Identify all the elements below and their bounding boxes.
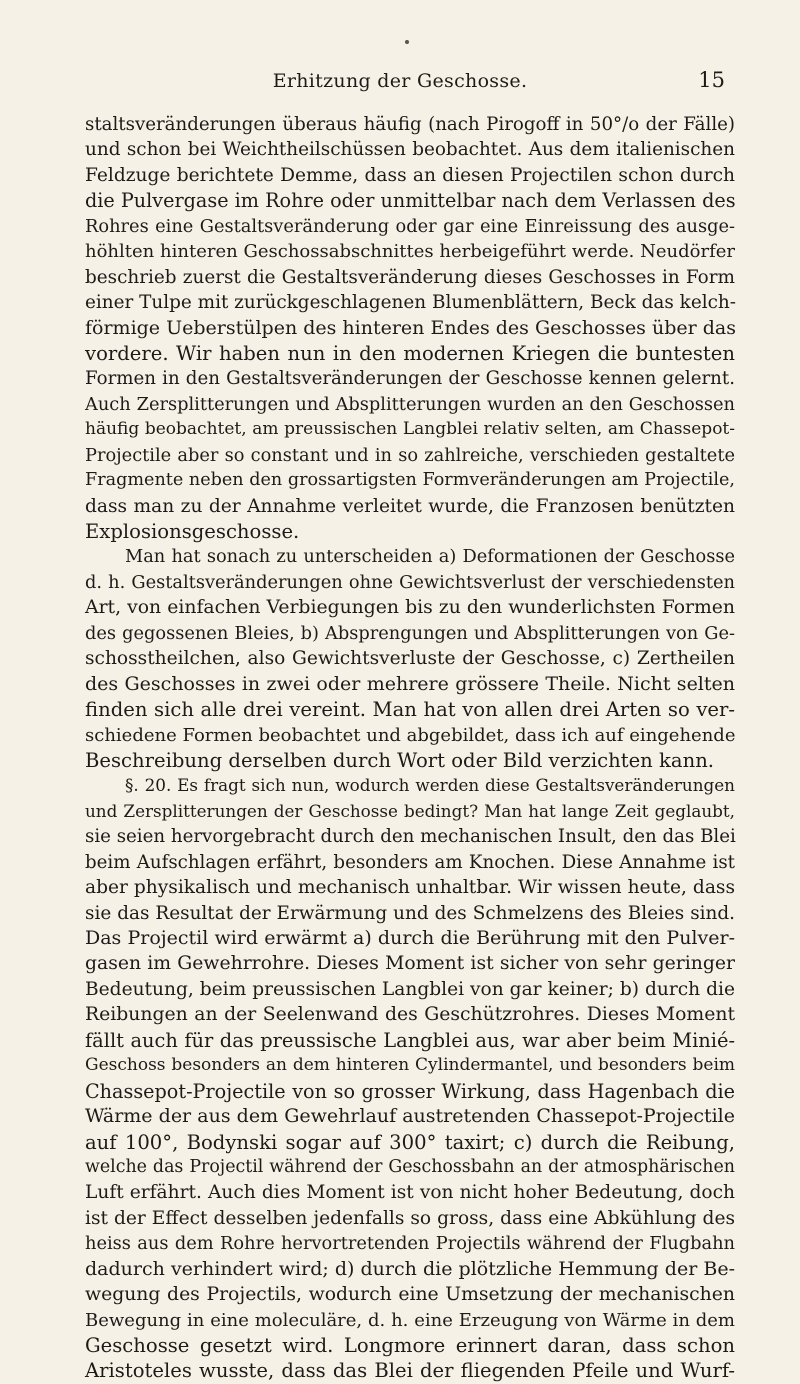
- text-line: heiss aus dem Rohre hervortretenden Projectils während der Flugbahn: [85, 1233, 735, 1255]
- text-line: Geschoss besonders an dem hinteren Cylindermantel, und besonders beim: [85, 1055, 735, 1076]
- running-title: Erhitzung der Geschosse.: [272, 70, 528, 92]
- text-line: vordere. Wir haben nun in den modernen Kriegen die buntesten: [85, 341, 735, 365]
- text-line: die Pulvergase im Rohre oder unmittelbar nach dem Verlassen des: [85, 189, 736, 213]
- text-line: schiedene Formen beobachtet und abgebildet, dass ich auf eingehende: [85, 724, 736, 746]
- paragraph-start-line: Man hat sonach zu unterscheiden a) Deformationen der Geschosse: [125, 546, 735, 568]
- text-line: häufig beobachtet, am preussischen Langblei relativ selten, am Chassepot-: [85, 419, 735, 440]
- text-line: Auch Zersplitterungen und Absplitterungen wurden an den Geschossen: [85, 393, 735, 415]
- page-number: 15: [698, 68, 725, 92]
- section-20-start-line: §. 20. Es fragt sich nun, wodurch werden diese Gestaltsveränderungen: [125, 775, 735, 796]
- text-line: Geschosse gesetzt wird. Longmore erinnert daran, dass schon: [85, 1334, 735, 1357]
- text-line: des Geschosses in zwei oder mehrere grössere Theile. Nicht selten: [85, 672, 735, 695]
- text-line: Das Projectil wird erwärmt a) durch die Berührung mit den Pulver-: [85, 927, 735, 949]
- text-line: Formen in den Gestaltsveränderungen der Geschosse kennen gelernt.: [85, 368, 735, 390]
- text-line: schosstheilchen, also Gewichtsverluste der Geschosse, c) Zertheilen: [85, 648, 735, 670]
- page-header: [0, 70, 800, 100]
- text-line: Projectile aber so constant und in so zahlreiche, verschieden gestaltete: [85, 444, 735, 466]
- text-line: Bewegung in eine moleculäre, d. h. eine Erzeugung von Wärme in dem: [85, 1309, 735, 1331]
- text-line: Luft erfährt. Auch dies Moment ist von nicht hoher Bedeutung, doch: [85, 1182, 735, 1204]
- text-line: Chassepot-Projectile von so grosser Wirkung, dass Hagenbach die: [85, 1079, 735, 1103]
- paragraph-end-line: Beschreibung derselben durch Wort oder Bild verzichten kann.: [85, 748, 715, 772]
- text-line: Art, von einfachen Verbiegungen bis zu den wunderlichsten Formen: [85, 597, 735, 619]
- text-line: finden sich alle drei vereint. Man hat von allen drei Arten so ver-: [85, 698, 735, 722]
- text-line: auf 100°, Bodynski sogar auf 300° taxirt; c) durch die Reibung,: [85, 1130, 735, 1154]
- text-line: beschrieb zuerst die Gestaltsveränderung dieses Geschosses in Form: [85, 266, 735, 288]
- text-line: ist der Effect desselben jedenfalls so gross, dass eine Abkühlung des: [85, 1207, 735, 1229]
- text-line: und schon bei Weichtheilschüssen beobachtet. Aus dem italienischen: [85, 139, 735, 161]
- text-line: welche das Projectil während der Geschossbahn an der atmosphärischen: [85, 1156, 735, 1177]
- text-line: Feldzuge berichtete Demme, dass an diesen Projectilen schon durch: [85, 164, 735, 186]
- text-line: Reibungen an der Seelenwand des Geschützrohres. Dieses Moment: [85, 1004, 735, 1026]
- text-line: des gegossenen Bleies, b) Absprengungen und Absplitterungen von Ge-: [85, 622, 735, 644]
- text-line: staltsveränderungen überaus häufig (nach Pirogoff in 50°/o der Fälle): [85, 114, 735, 135]
- text-line: Wärme der aus dem Gewehrlauf austretenden Chassepot-Projectile: [85, 1105, 735, 1128]
- paragraph-end-line: Explosionsgeschosse.: [85, 520, 300, 543]
- text-line: Rohres eine Gestaltsveränderung oder gar eine Einreissung des ausge-: [85, 215, 735, 237]
- text-line: sie seien hervorgebracht durch den mechanischen Insult, den das Blei: [85, 826, 736, 848]
- text-line: aber physikalisch und mechanisch unhaltbar. Wir wissen heute, dass: [85, 877, 735, 899]
- text-line: Fragmente neben den grossartigsten Formveränderungen am Projectile,: [85, 470, 735, 491]
- body-text: [85, 112, 735, 1384]
- text-line: einer Tulpe mit zurückgeschlagenen Blumenblättern, Beck das kelch-: [85, 292, 736, 314]
- text-line: höhlten hinteren Geschossabschnittes herbeigeführt werde. Neudörfer: [85, 241, 735, 263]
- print-speck: [405, 40, 409, 44]
- text-line: sie das Resultat der Erwärmung und des Schmelzens des Bleies sind.: [85, 902, 735, 924]
- text-line: Aristoteles wusste, dass das Blei der fliegenden Pfeile und Wurf-: [85, 1359, 735, 1383]
- text-line: und Zersplitterungen der Geschosse bedingt? Man hat lange Zeit geglaubt,: [85, 800, 735, 821]
- text-line: dadurch verhindert wird; d) durch die plötzliche Hemmung der Be-: [85, 1257, 735, 1280]
- text-line: wegung des Projectils, wodurch eine Umsetzung der mechanischen: [85, 1284, 735, 1306]
- text-line: dass man zu der Annahme verleitet wurde, die Franzosen benützten: [85, 495, 735, 517]
- text-line: d. h. Gestaltsveränderungen ohne Gewichtsverlust der verschiedensten: [85, 571, 735, 593]
- text-line: beim Aufschlagen erfährt, besonders am Knochen. Diese Annahme ist: [85, 851, 735, 873]
- text-line: förmige Ueberstülpen des hinteren Endes des Geschosses über das: [85, 316, 736, 339]
- text-line: Bedeutung, beim preussischen Langblei von gar keiner; b) durch die: [85, 978, 735, 1000]
- text-line: gasen im Gewehrrohre. Dieses Moment ist sicher von sehr geringer: [85, 953, 735, 975]
- text-line: fällt auch für das preussische Langblei aus, war aber beim Minié-: [85, 1028, 735, 1052]
